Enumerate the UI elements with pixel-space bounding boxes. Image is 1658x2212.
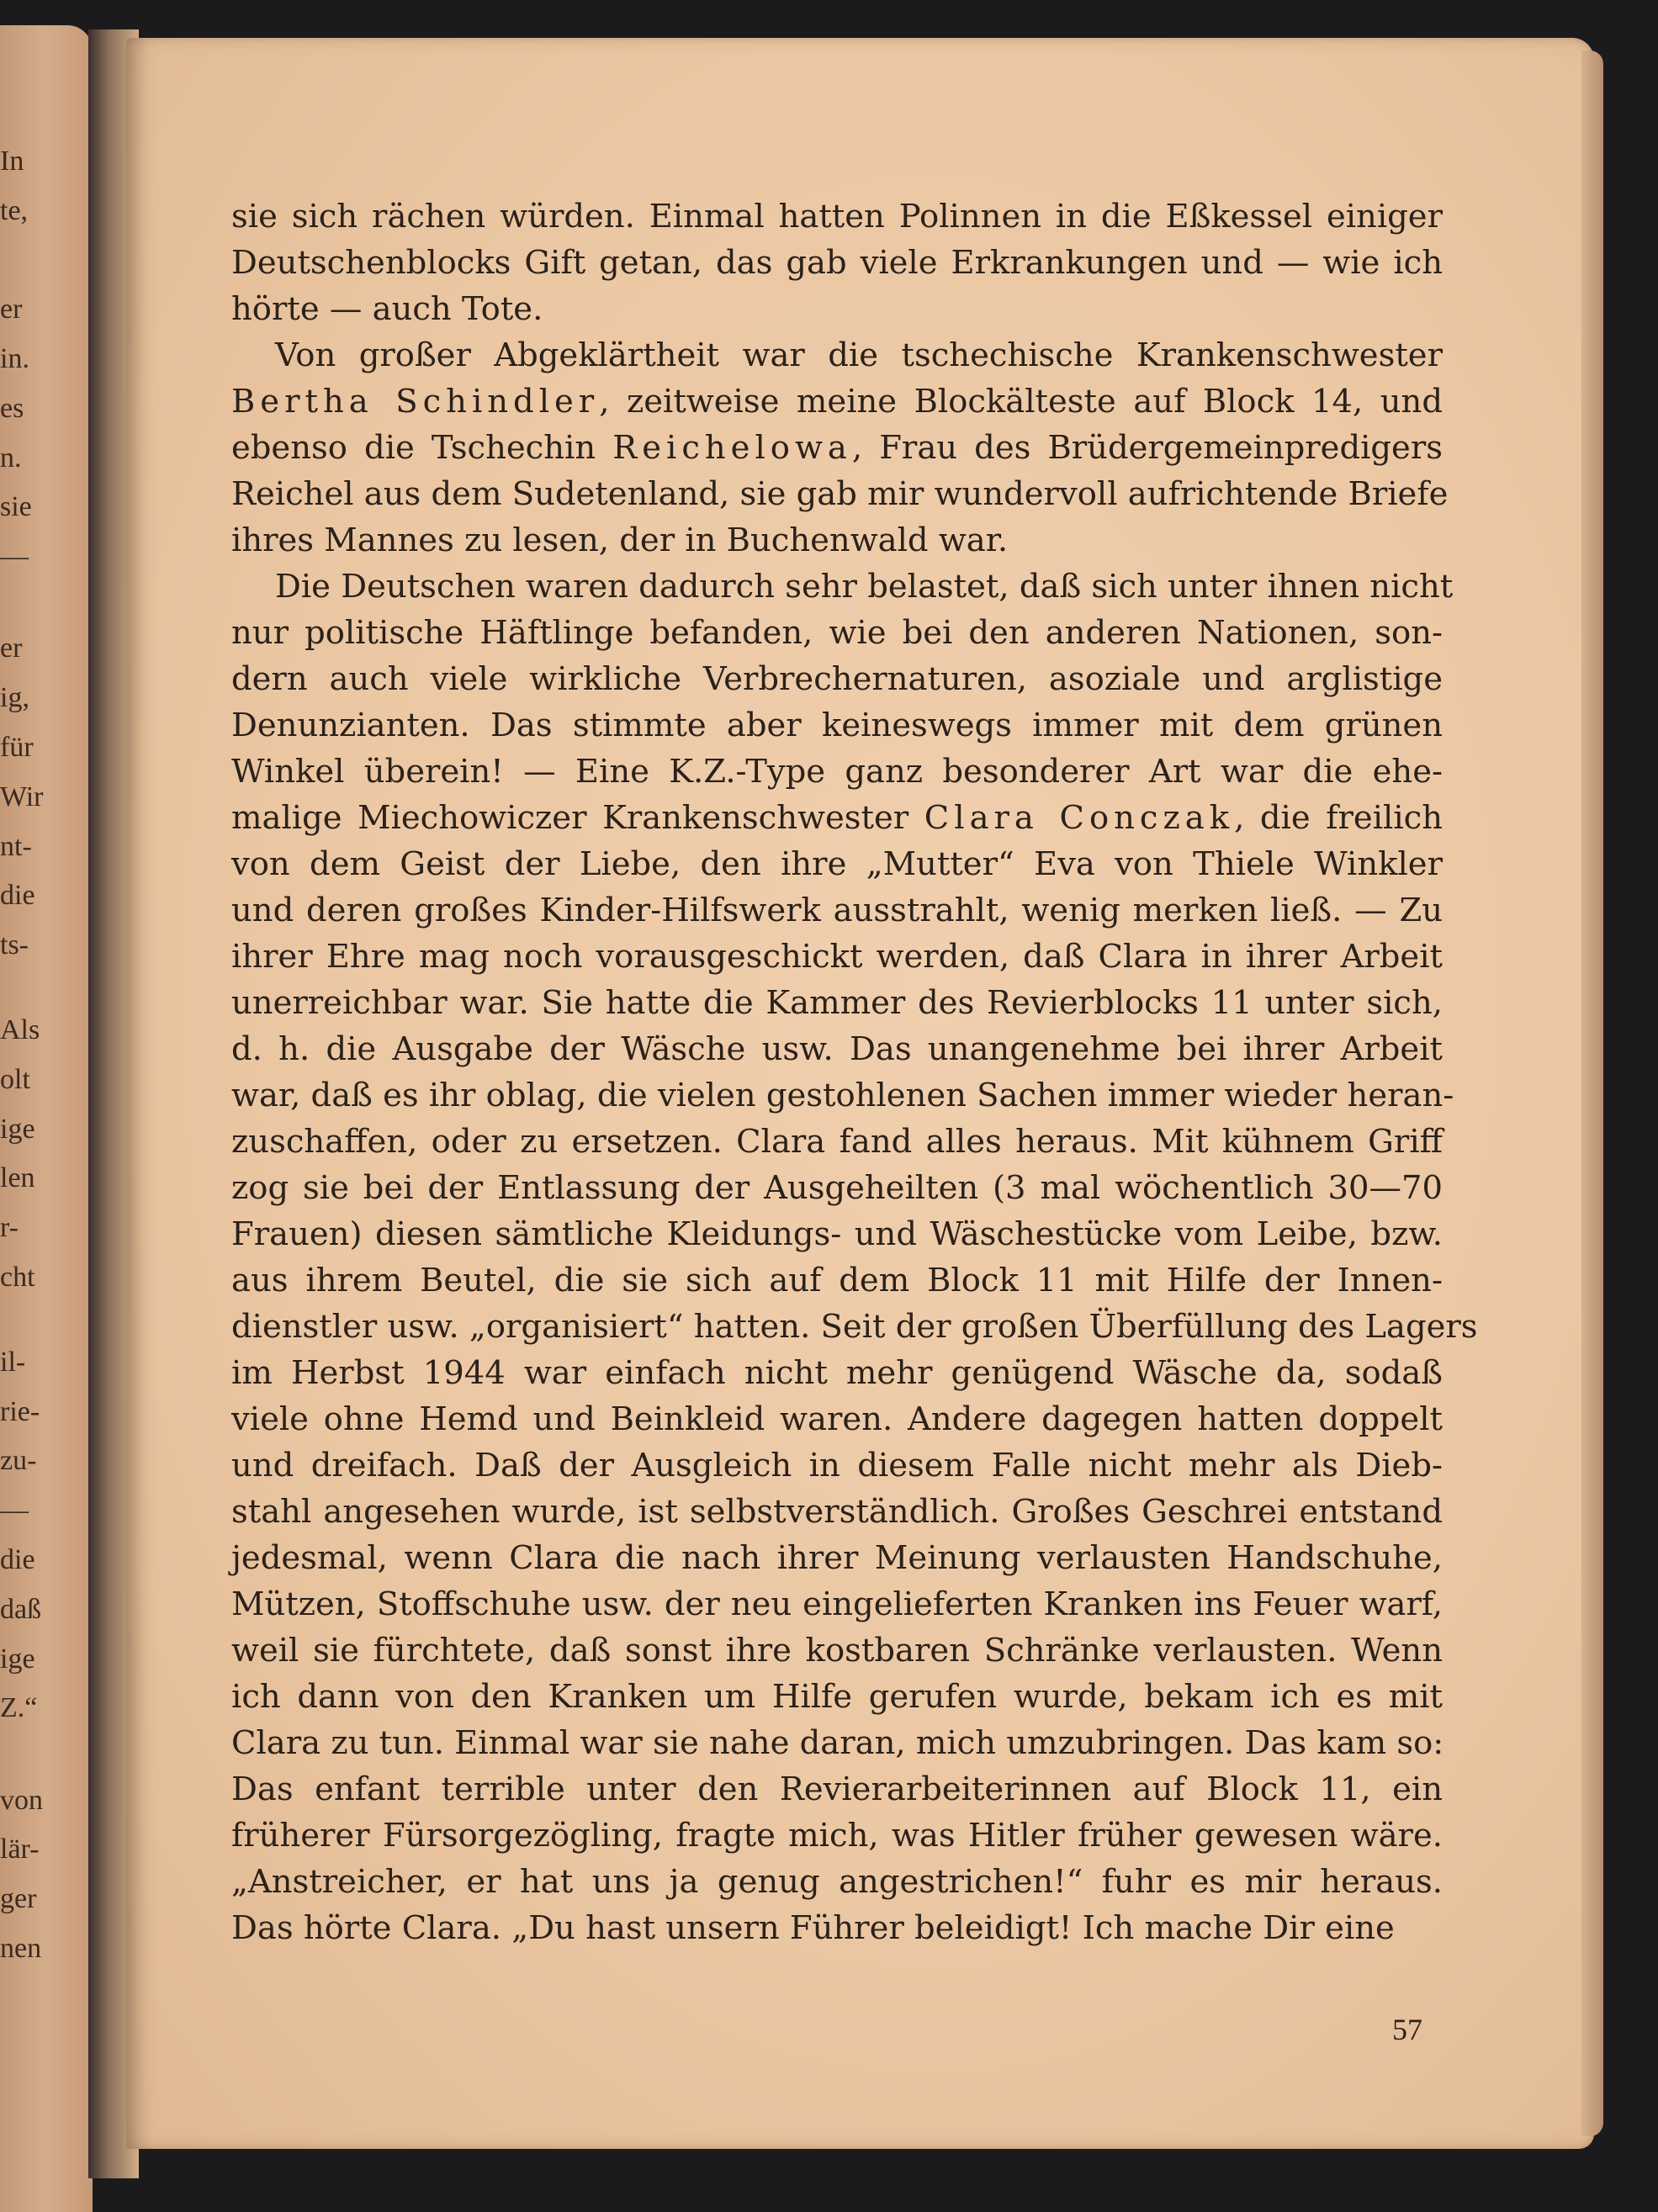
text-line: „Anstreicher, er hat uns ja genug angestrichen!“ fuhr es mir heraus. xyxy=(231,1863,1443,1901)
text-line: Reichel aus dem Sudetenland, sie gab mir wundervoll aufrichtende Briefe xyxy=(231,475,1449,513)
facing-page-fragment: — xyxy=(0,541,29,573)
facing-page-fragment: Wir xyxy=(0,781,44,812)
facing-page-fragment: len xyxy=(0,1162,35,1194)
facing-page-fragment: für xyxy=(0,732,34,763)
text-line: hörte — auch Tote. xyxy=(231,290,543,328)
text-line: dern auch viele wirkliche Verbrechernaturen, asoziale und arglistige xyxy=(231,660,1443,698)
facing-page-fragment: te, xyxy=(0,194,29,226)
facing-page-fragment: nen xyxy=(0,1933,42,1964)
text-line: jedesmal, wenn Clara die nach ihrer Meinung verlausten Handschuhe, xyxy=(231,1539,1443,1577)
text-line: sie sich rächen würden. Einmal hatten Polinnen in die Eßkessel einiger xyxy=(231,198,1443,235)
facing-page-fragment: sie xyxy=(0,491,32,523)
facing-page-fragment: ger xyxy=(0,1883,37,1915)
text-line: und dreifach. Daß der Ausgleich in diesem Falle nicht mehr als Dieb- xyxy=(231,1447,1443,1484)
text-line: Mützen, Stoffschuhe usw. der neu eingelieferten Kranken ins Feuer warf, xyxy=(231,1585,1443,1623)
text-line: ihres Mannes zu lesen, der in Buchenwald war. xyxy=(231,521,1009,559)
text-line: war, daß es ihr oblag, die vielen gestohlenen Sachen immer wieder heran- xyxy=(231,1077,1454,1114)
page-fore-edge xyxy=(1581,50,1603,2136)
facing-page-fragment: n. xyxy=(0,442,22,474)
facing-page-fragment: r- xyxy=(0,1212,19,1244)
facing-page-fragment: die xyxy=(0,880,35,912)
facing-page-fragment: ts- xyxy=(0,929,29,961)
text-line: früherer Fürsorgezögling, fragte mich, was Hitler früher gewesen wäre. xyxy=(231,1817,1443,1855)
facing-page-fragment: Z.“ xyxy=(0,1692,38,1724)
text-line: d. h. die Ausgabe der Wäsche usw. Das unangenehme bei ihrer Arbeit xyxy=(231,1030,1443,1068)
text-line: Deutschenblocks Gift getan, das gab viele Erkrankungen und — wie ich xyxy=(231,244,1443,282)
facing-page-edge xyxy=(0,25,93,2212)
text-line: stahl angesehen wurde, ist selbstverständlich. Großes Geschrei entstand xyxy=(231,1493,1443,1531)
facing-page-fragment: er xyxy=(0,632,23,664)
facing-page-fragment: zu- xyxy=(0,1445,37,1477)
facing-page-fragment: In xyxy=(0,145,24,177)
facing-page-fragment: daß xyxy=(0,1593,42,1625)
text-line: dienstler usw. „organisiert“ hatten. Seit der großen Überfüllung des Lagers xyxy=(231,1308,1478,1346)
facing-page-fragment: nt- xyxy=(0,830,32,862)
text-line: zog sie bei der Entlassung der Ausgeheilten (3 mal wöchentlich 30—70 xyxy=(231,1169,1443,1207)
facing-page-fragment: er xyxy=(0,294,23,325)
text-line: Das hörte Clara. „Du hast unsern Führer beleidigt! Ich mache Dir eine xyxy=(231,1909,1395,1947)
text-line: Das enfant terrible unter den Revierarbeiterinnen auf Block 11, ein xyxy=(231,1770,1443,1808)
text-line: und deren großes Kinder-Hilfswerk ausstrahlt, wenig merken ließ. — Zu xyxy=(231,892,1443,929)
text-line: Frauen) diesen sämtliche Kleidungs- und Wäschestücke vom Leibe, bzw. xyxy=(231,1215,1443,1253)
text-line: von dem Geist der Liebe, den ihre „Mutter“ Eva von Thiele Winkler xyxy=(231,845,1443,883)
text-line: ihrer Ehre mag noch vorausgeschickt werden, daß Clara in ihrer Arbeit xyxy=(231,938,1443,976)
text-line: ebenso die Tschechin Reichelowa, Frau des Brüdergemeinpredigers xyxy=(231,429,1443,467)
emphasized-name: Clara Conczak xyxy=(924,799,1235,837)
text-line: Denunzianten. Das stimmte aber keineswegs immer mit dem grünen xyxy=(231,706,1443,744)
facing-page-fragment: cht xyxy=(0,1262,35,1293)
text-line: ich dann von den Kranken um Hilfe gerufen wurde, bekam ich es mit xyxy=(231,1678,1443,1716)
text-line: Von großer Abgeklärtheit war die tschechische Krankenschwester xyxy=(275,336,1443,374)
facing-page-fragment: — xyxy=(0,1495,29,1527)
text-line: nur politische Häftlinge befanden, wie bei den anderen Nationen, son- xyxy=(231,614,1443,652)
emphasized-name: Reichelowa xyxy=(612,429,852,467)
page-number: 57 xyxy=(1392,2013,1422,2046)
text-line: unerreichbar war. Sie hatte die Kammer des Revierblocks 11 unter sich, xyxy=(231,984,1443,1022)
text-line: im Herbst 1944 war einfach nicht mehr genügend Wäsche da, sodaß xyxy=(231,1354,1443,1392)
text-line: aus ihrem Beutel, die sie sich auf dem Block 11 mit Hilfe der Innen- xyxy=(231,1262,1443,1299)
emphasized-name: Bertha Schindler xyxy=(231,383,600,421)
facing-page-fragment: von xyxy=(0,1784,43,1816)
facing-page-fragment: rie- xyxy=(0,1395,40,1427)
facing-page-fragment: ig, xyxy=(0,682,29,714)
facing-page-fragment: ige xyxy=(0,1113,35,1145)
text-line: Bertha Schindler, zeitweise meine Blockälteste auf Block 14, und xyxy=(231,383,1443,421)
text-line: weil sie fürchtete, daß sonst ihre kostbaren Schränke verlausten. Wenn xyxy=(231,1632,1443,1670)
text-line: Die Deutschen waren dadurch sehr belastet, daß sich unter ihnen nicht xyxy=(275,568,1454,606)
text-line: zuschaffen, oder zu ersetzen. Clara fand alles heraus. Mit kühnem Griff xyxy=(231,1123,1443,1161)
text-line: Winkel überein! — Eine K.Z.-Type ganz besonderer Art war die ehe- xyxy=(231,753,1443,791)
text-line: Clara zu tun. Einmal war sie nahe daran, mich umzubringen. Das kam so: xyxy=(231,1724,1444,1762)
facing-page-fragment: olt xyxy=(0,1063,30,1095)
facing-page-fragment: Als xyxy=(0,1014,40,1045)
text-line: viele ohne Hemd und Beinkleid waren. Andere dagegen hatten doppelt xyxy=(231,1400,1443,1438)
facing-page-fragment: lär- xyxy=(0,1834,40,1865)
facing-page-fragment: il- xyxy=(0,1346,26,1378)
page-body-text xyxy=(231,193,1478,1951)
text-line: malige Miechowiczer Krankenschwester Clara Conczak, die freilich xyxy=(231,799,1443,837)
facing-page-fragment: die xyxy=(0,1544,35,1575)
facing-page-fragment: ige xyxy=(0,1643,35,1675)
facing-page-fragment: es xyxy=(0,392,24,424)
facing-page-fragment: in. xyxy=(0,343,29,374)
